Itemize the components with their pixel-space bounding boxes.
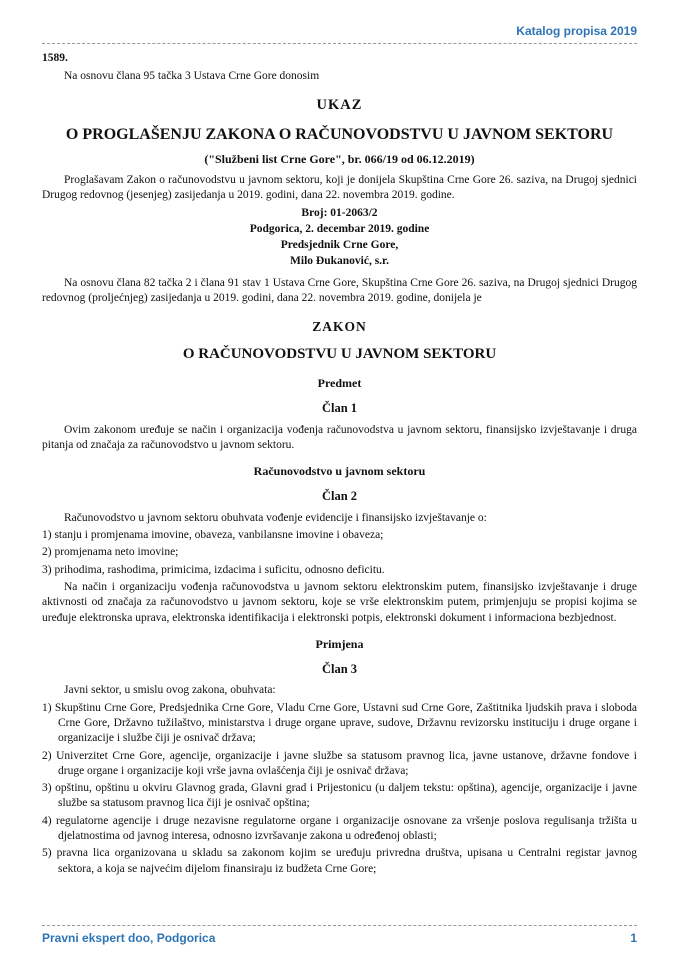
clan2-item-3: 3) prihodima, rashodima, primicima, izdacima i suficitu, odnosno deficitu. <box>42 563 385 576</box>
article-heading-clan1: Član 1 <box>321 401 358 416</box>
clan2-paragraph2: Na način i organizaciju vođenja računovodstva u javnom sektoru elektronskim putem, finansijsko izvještavanje i druge aktivnosti od značaja za računovodstvo u javnom sektoru, koje se vrše elektronskim putem, primjenjuju se propisi kojima se uređuje elektronska uprava, elektronska identifikacija i elektronski potpis, elektronski dokument i informaciona bezbjednost. <box>42 581 637 624</box>
clan3-intro: Javni sektor, u smislu ovog zakona, obuhvata: <box>64 684 276 697</box>
publisher-label: Pravni ekspert doo, Podgorica <box>42 931 216 946</box>
clan3-item-5: 5) pravna lica organizovana u skladu sa zakonom kojim se uređuju privredna društva, upisana u Centralni registar javnog sektora, a koja se najvećim dijelom finansiraju iz budžeta Crne Gore; <box>42 847 637 875</box>
place-date-line: Podgorica, 2. decembar 2019. godine <box>249 222 430 235</box>
article-heading-clan3: Član 3 <box>321 661 358 676</box>
ukaz-subtitle: O PROGLAŠENJU ZAKONA O RAČUNOVODSTVU U JAVNOM SEKTORU <box>65 125 614 143</box>
gazette-line: ("Službeni list Crne Gore", br. 066/19 od 06.12.2019) <box>204 152 475 167</box>
page-header <box>42 24 637 44</box>
law-title: ZAKON <box>312 319 367 335</box>
clan3-item-3: 3) opštinu, opštinu u okviru Glavnog grada, Glavni grad i Prijestonicu (u daljem tekstu: opština), agencije, organizacije i javne službe sa statusom pravnog lica čiji je osnivač opština; <box>42 782 637 810</box>
section-heading-predmet: Predmet <box>317 376 362 391</box>
clan1-paragraph: Ovim zakonom uređuje se način i organizacija vođenja računovodstva u javnom sektoru, finansijsko izvještavanje i druga pitanja od značaja za računovodstvo u javnom sektoru. <box>42 423 637 452</box>
law-preamble: Na osnovu člana 82 tačka 2 i člana 91 stav 1 Ustava Crne Gore, Skupština Crne Gore 26. saziva, na Drugoj sjednici Drugog redovnog (proljećnjeg) zasijedanja u 2019. godini, dana 22. novembra 2019. godine, donijela je <box>42 276 637 304</box>
signer-name: Milo Đukanović, s.r. <box>290 255 389 268</box>
clan3-list <box>42 701 637 877</box>
clan2-intro: Računovodstvo u javnom sektoru obuhvata vođenje evidencije i finansijsko izvještavanje o: <box>64 511 487 524</box>
clan3-item-4: 4) regulatorne agencije i druge nezavisne regulatorne organe i organizacije osnovane za vršenje poslova regulisanja tržišta u djelatnostima od javnog interesa, odnosno izvršavanje zakona u određenoj oblasti; <box>42 814 637 842</box>
signer-title: Predsjednik Crne Gore, <box>280 239 399 252</box>
intro-paragraph: Na osnovu člana 95 tačka 3 Ustava Crne Gore donosim <box>64 70 320 83</box>
catalog-label: Katalog propisa 2019 <box>516 24 637 38</box>
clan2-list <box>42 528 637 578</box>
law-subtitle: O RAČUNOVODSTVU U JAVNOM SEKTORU <box>182 346 497 363</box>
article-heading-clan2: Član 2 <box>321 489 358 504</box>
clan2-item-2: 2) promjenama neto imovine; <box>42 546 179 559</box>
page-number: 1 <box>630 931 637 946</box>
section-heading-racunovodstvo: Računovodstvo u javnom sektoru <box>253 464 426 479</box>
proclamation-paragraph: Proglašavam Zakon o računovodstvu u javnom sektoru, koji je donijela Skupština Crne Gore 26. saziva, na Drugoj sjednici Drugog redovnog (jesenjeg) zasijedanja u 2019. godini, dana 22. novembra 2019. godine. <box>42 174 637 202</box>
clan2-item-1: 1) stanju i promjenama imovine, obaveza, vanbilansne imovine i obaveza; <box>42 529 384 542</box>
clan3-item-2: 2) Univerzitet Crne Gore, agencije, organizacije i javne službe sa statusom pravnog lica, javne ustanove, državne fondove i druge organe i organizacije koji vrše javna ovlašćenja čiji je osnivač država; <box>42 749 637 777</box>
section-heading-primjena: Primjena <box>315 636 364 651</box>
page-footer <box>42 925 637 947</box>
ukaz-title: UKAZ <box>316 96 363 113</box>
clan3-item-1: 1) Skupštinu Crne Gore, Predsjednika Crne Gore, Vladu Crne Gore, Ustavni sud Crne Gore, Zaštitnika ljudskih prava i sloboda Crne Gore, Državno tužilaštvo, ministarstva i druge organe uprave, sudove, Državnu revizorsku instituciju i druge organe i organizacije i službe čiji je osnivač država; <box>42 701 637 745</box>
decree-number: Broj: 01-2063/2 <box>301 206 378 219</box>
item-number: 1589. <box>42 51 68 64</box>
